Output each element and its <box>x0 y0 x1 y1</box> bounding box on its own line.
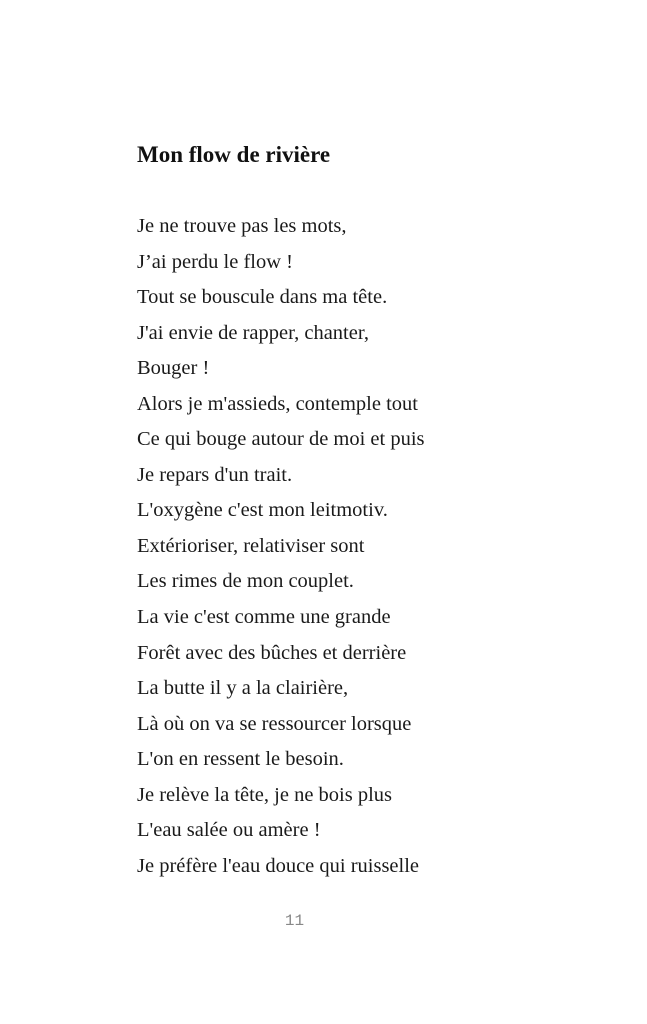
poem-title: Mon flow de rivière <box>137 142 331 167</box>
poem-line: Je ne trouve pas les mots, <box>137 215 347 237</box>
poem-body <box>137 209 425 884</box>
poem-line: Je préfère l'eau douce qui ruisselle <box>137 854 420 877</box>
page-number: 11 <box>284 912 305 930</box>
poem-line: Ce qui bouge autour de moi et puis <box>137 428 425 451</box>
poem-line: Forêt avec des bûches et derrière <box>137 641 407 664</box>
poem-line: Tout se bouscule dans ma tête. <box>137 286 388 309</box>
poem-line: Alors je m'assieds, contemple tout <box>137 392 418 415</box>
poem-line: La butte il y a la clairière, <box>137 677 349 700</box>
poem-line: J'ai envie de rapper, chanter, <box>137 321 369 344</box>
poem-line: Je repars d'un trait. <box>137 463 293 486</box>
poem-line: L'on en ressent le besoin. <box>137 748 344 771</box>
poem-line: Bouger ! <box>137 357 210 380</box>
poem-line: J’ai perdu le flow ! <box>137 250 293 273</box>
poem-line: Extérioriser, relativiser sont <box>137 534 365 557</box>
poem-line: Les rimes de mon couplet. <box>137 570 354 593</box>
poem-line: Là où on va se ressourcer lorsque <box>137 712 412 735</box>
poem-line: La vie c'est comme une grande <box>137 606 391 629</box>
poem-line: L'eau salée ou amère ! <box>137 819 321 842</box>
poem-line: L'oxygène c'est mon leitmotiv. <box>137 499 388 522</box>
poem-line: Je relève la tête, je ne bois plus <box>137 783 393 806</box>
